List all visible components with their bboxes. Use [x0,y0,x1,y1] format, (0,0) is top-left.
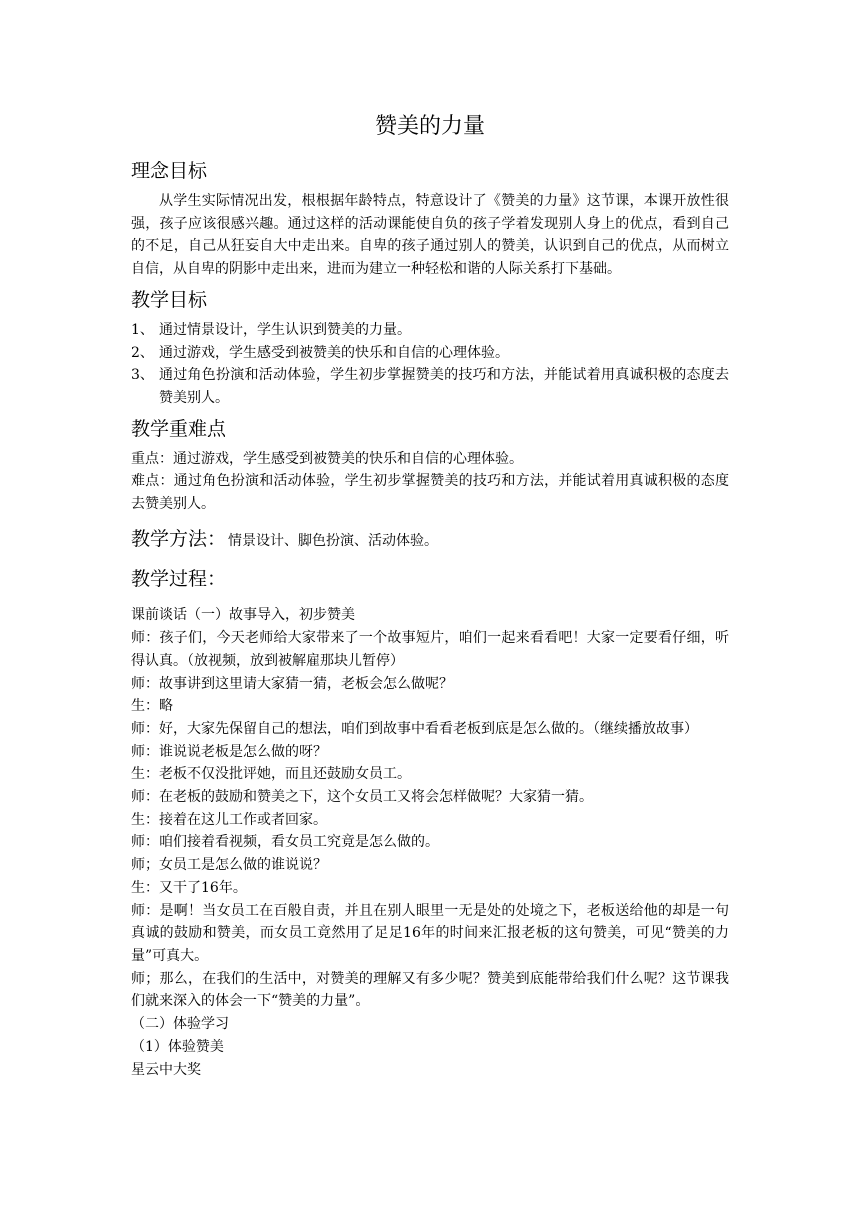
document-title: 赞美的力量 [374,114,485,139]
process-line: 师：谁说说老板是怎么做的呀？ [131,743,327,760]
goal-number: 2、 [131,344,154,361]
process-line: 师：故事讲到这里请大家猜一猜，老板会怎么做呢？ [131,675,453,692]
process-line: 生：略 [131,698,173,715]
goal-number: 3、 [131,367,154,384]
process-line: （二）体验学习 [131,1016,229,1033]
method-row [131,526,729,553]
process-line: 师：是啊！当女员工在百般自责，并且在别人眼里一无是处的处境之下，老板送给他的却是一句真诚的鼓励和赞美，而女员工竟然用了足足16年的时间来汇报老板的这句赞美，可见“赞美的力量”可真大。 [131,902,729,964]
goal-text: 通过游戏，学生感受到被赞美的快乐和自信的心理体验。 [159,344,509,361]
key-point-line: 难点：通过角色扮演和活动体验，学生初步掌握赞美的技巧和方法，并能试着用真诚积极的态度去赞美别人。 [131,473,729,513]
key-point-line: 重点：通过游戏，学生感受到被赞美的快乐和自信的心理体验。 [131,450,523,467]
method-text: 情景设计、脚色扮演、活动体验。 [228,532,439,549]
goal-text: 通过情景设计，学生认识到赞美的力量。 [159,321,411,338]
goal-item [131,342,729,365]
process-line: 师：咱们接着看视频，看女员工究竟是怎么做的。 [131,834,439,851]
concept-paragraph: 从学生实际情况出发，根根据年龄特点，特意设计了《赞美的力量》这节课，本课开放性很强，孩子应该很感兴趣。通过这样的活动课能使自负的孩子学着发现别人身上的优点，看到自己的不足，自己从狂妄自大中走出来。自卑的孩子通过别人的赞美，认识到自己的优点，从而树立自信，从自卑的阴影中走出来，进而为建立一种轻松和谐的人际关系打下基础。 [131,193,729,278]
section-heading-concept: 理念目标 [131,160,208,182]
process-line: 课前谈话（一）故事导入，初步赞美 [131,607,355,624]
process-line: 师：好，大家先保留自己的想法，咱们到故事中看看老板到底是怎么做的。（继续播放故事） [131,720,698,737]
process-line: （1）体验赞美 [131,1038,224,1055]
goal-item [131,319,729,342]
process-line: 生：接着在这儿工作或者回家。 [131,811,327,828]
process-line: 师；女员工是怎么做的谁说说？ [131,857,327,874]
process-line: 生：老板不仅没批评她，而且还鼓励女员工。 [131,766,411,783]
goals-list [131,319,729,410]
section-heading-key-points: 教学重难点 [131,417,227,440]
process-line: 师；那么，在我们的生活中，对赞美的理解又有多少呢？赞美到底能带给我们什么呢？这节课我们就来深入的体会一下“赞美的力量”。 [131,970,729,1010]
process-line: 生：又干了16年。 [131,879,247,896]
section-heading-method: 教学方法： [131,527,227,550]
goal-item [131,364,729,409]
section-heading-process: 教学过程： [131,568,227,591]
process-line: 师：孩子们，今天老师给大家带来了一个故事短片，咱们一起来看看吧！大家一定要看仔细，听得认真。（放视频，放到被解雇那块儿暂停） [131,630,729,669]
process-line: 星云中大奖 [131,1061,201,1078]
process-line: 师：在老板的鼓励和赞美之下，这个女员工又将会怎样做呢？大家猜一猜。 [131,789,593,806]
goal-number: 1、 [131,321,154,338]
section-heading-goals: 教学目标 [131,288,208,311]
goal-text: 通过角色扮演和活动体验，学生初步掌握赞美的技巧和方法，并能试着用真诚积极的态度去赞美别人。 [159,367,729,406]
document-content [131,112,729,1081]
